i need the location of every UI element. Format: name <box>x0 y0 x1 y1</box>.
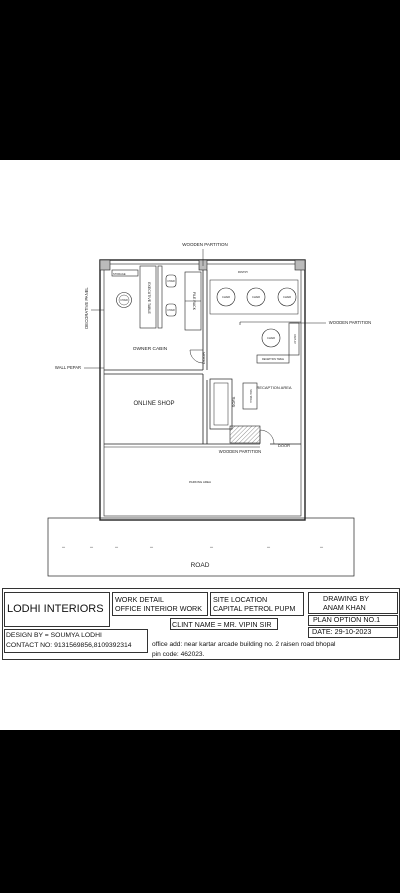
sofa-label: SOFA <box>231 396 236 408</box>
wooden-partition-right-label: WOODEN PARTITION <box>328 320 372 325</box>
contact-number: CONTACT NO: 9131569856,8109392314 <box>6 642 132 649</box>
chair-label: CHAIR <box>167 309 175 312</box>
office-address: office add: near kartar arcade building no. 2 raisen road bhopal <box>152 641 336 648</box>
site-location-value: CAPITAL PETROL PUPM <box>213 604 296 613</box>
storage-label: STORAGE <box>113 273 126 276</box>
display-label: DISPLAY <box>293 334 296 344</box>
svg-text:━━: ━━ <box>62 546 66 549</box>
reception-table-label: RECEPTION TABLE <box>262 358 284 361</box>
executive-table-label: EXECUTIVE TABLE <box>147 282 151 314</box>
parking-area-label: PARKING AREA <box>188 480 212 484</box>
date: DATE: 29-10-2023 <box>312 627 372 636</box>
chair-label: CHAIR <box>266 337 276 340</box>
chair-label: CHAIR <box>282 296 292 299</box>
drawing-by-value: ANAM KHAN <box>323 603 366 612</box>
work-detail-value: OFFICE INTERIOR WORK <box>115 604 203 613</box>
sofa <box>210 379 232 429</box>
wooden-partition-bottom-label: WOODEN PARTITION <box>218 449 262 454</box>
column <box>295 260 305 270</box>
side-table-label: SIDE TABLE <box>249 389 252 403</box>
decorative-panel-label: DECORATIVE PANEL <box>84 287 89 329</box>
wooden-partition-top-label: WOODEN PARTITION <box>182 242 228 247</box>
svg-text:━━: ━━ <box>267 546 271 549</box>
inner-wall-line <box>104 264 301 516</box>
sofa-seat <box>214 383 228 425</box>
company-name: LODHI INTERIORS <box>7 603 104 615</box>
column <box>100 260 110 270</box>
work-detail-heading: WORK DETAIL <box>115 595 164 604</box>
planter <box>230 426 260 443</box>
wall-pepar-label: WALL PEPAR <box>54 365 82 370</box>
drawing-by-heading: DRAWING BY <box>323 594 370 603</box>
door-right-label: DOOR <box>278 443 290 448</box>
svg-text:━━: ━━ <box>210 546 214 549</box>
client-name: CLINT NAME = MR. VIPIN SIR <box>172 620 272 629</box>
chair-label: CHAIR <box>167 280 175 283</box>
road-label: ROAD <box>190 562 210 569</box>
svg-text:━━: ━━ <box>115 546 119 549</box>
pantry-label: PANTRY <box>237 271 249 274</box>
file-rack-label: FILE RACK <box>192 291 196 311</box>
site-location-heading: SITE LOCATION <box>213 595 268 604</box>
drawing-sheet <box>0 160 400 730</box>
plan-option: PLAN OPTION NO.1 <box>313 615 381 624</box>
svg-text:━━: ━━ <box>320 546 324 549</box>
pin-code: pin code: 462023. <box>152 651 205 658</box>
door-swing <box>260 430 274 444</box>
chair-label: CHAIR <box>221 296 231 299</box>
design-by: DESIGN BY = SOUMYA LODHI <box>6 632 102 639</box>
reception-area-label: RECAPTION AREA <box>256 385 292 390</box>
online-shop-label: ONLINE SHOP <box>133 401 175 407</box>
door-label: DOOR <box>201 352 206 364</box>
svg-text:━━: ━━ <box>90 546 94 549</box>
road-markers <box>61 546 324 549</box>
svg-text:━━: ━━ <box>150 546 154 549</box>
chair-label: CHAIR <box>251 296 261 299</box>
chair-label: CHAIR <box>120 299 128 302</box>
owner-cabin-label: OWNER CABIN <box>132 347 168 352</box>
table-edge <box>158 266 162 328</box>
